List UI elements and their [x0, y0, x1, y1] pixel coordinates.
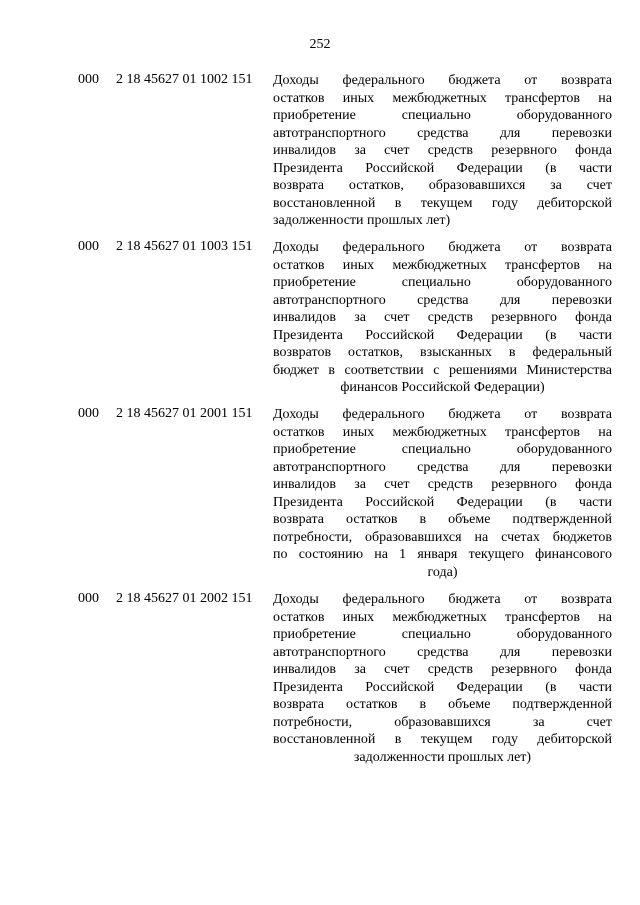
- description-line: Президента Российской Федерации (в части: [273, 327, 612, 343]
- description-line: по состоянию на 1 января текущего финансового: [273, 547, 612, 562]
- kbk-code: 2 18 45627 01 1003 151: [116, 239, 253, 254]
- description-line: Доходы федерального бюджета от возврата: [273, 592, 612, 607]
- description-line: финансов Российской Федерации): [340, 380, 545, 395]
- entry-description: [273, 591, 612, 766]
- description-line: приобретение специально оборудованного: [273, 627, 612, 642]
- description-line: автотранспортного средства для перевозки: [273, 292, 612, 308]
- description-line: потребности, образовавшихся на счетах бюджетов: [273, 529, 612, 545]
- description-line: Президента Российской Федерации (в части: [273, 679, 612, 695]
- description-line: инвалидов за счет средств резервного фонда: [273, 143, 612, 158]
- description-line: возврата остатков в объеме подтвержденной: [273, 697, 612, 712]
- description-line: потребности, образовавшихся за счет: [273, 714, 612, 730]
- description-line: приобретение специально оборудованного: [273, 275, 612, 290]
- description-line: приобретение специально оборудованного: [273, 108, 612, 123]
- entry-description: [273, 72, 612, 230]
- description-line: остатков иных межбюджетных трансфертов на: [273, 424, 612, 440]
- description-line: задолженности прошлых лет): [353, 749, 532, 765]
- description-line: автотранспортного средства для перевозки: [273, 459, 612, 475]
- description-line: остатков иных межбюджетных трансфертов на: [273, 609, 612, 625]
- description-line: возврата остатков в объеме подтвержденной: [273, 512, 612, 527]
- admin-code: 000: [78, 239, 99, 254]
- description-line: приобретение специально оборудованного: [273, 442, 612, 457]
- description-line: инвалидов за счет средств резервного фонда: [273, 310, 612, 325]
- description-line: остатков иных межбюджетных трансфертов на: [273, 257, 612, 273]
- description-line: Президента Российской Федерации (в части: [273, 494, 612, 510]
- admin-code: 000: [78, 591, 99, 606]
- description-line: Доходы федерального бюджета от возврата: [273, 73, 612, 88]
- description-line: восстановленной в текущем году дебиторской: [273, 195, 612, 211]
- kbk-code: 2 18 45627 01 2002 151: [116, 591, 253, 606]
- description-line: Доходы федерального бюджета от возврата: [273, 240, 612, 255]
- description-line: инвалидов за счет средств резервного фонда: [273, 477, 612, 492]
- entry-description: [273, 239, 612, 397]
- description-line: инвалидов за счет средств резервного фонда: [273, 662, 612, 677]
- kbk-code: 2 18 45627 01 1002 151: [116, 72, 253, 87]
- description-line: возврата остатков, образовавшихся за счет: [273, 178, 612, 193]
- description-line: автотранспортного средства для перевозки: [273, 644, 612, 660]
- description-line: восстановленной в текущем году дебиторской: [273, 732, 612, 747]
- description-line: задолженности прошлых лет): [273, 213, 451, 228]
- description-line: автотранспортного средства для перевозки: [273, 125, 612, 141]
- description-line: бюджет в соответствии с решениями Министерства: [273, 362, 612, 378]
- entry-description: [273, 406, 612, 581]
- description-line: Доходы федерального бюджета от возврата: [273, 407, 612, 422]
- page-number: 252: [309, 37, 331, 52]
- description-line: возвратов остатков, взысканных в федеральный: [273, 345, 612, 360]
- description-line: остатков иных межбюджетных трансфертов на: [273, 90, 612, 106]
- description-line: Президента Российской Федерации (в части: [273, 160, 612, 176]
- admin-code: 000: [78, 406, 99, 421]
- kbk-code: 2 18 45627 01 2001 151: [116, 406, 253, 421]
- admin-code: 000: [78, 72, 99, 87]
- description-line: года): [427, 564, 458, 580]
